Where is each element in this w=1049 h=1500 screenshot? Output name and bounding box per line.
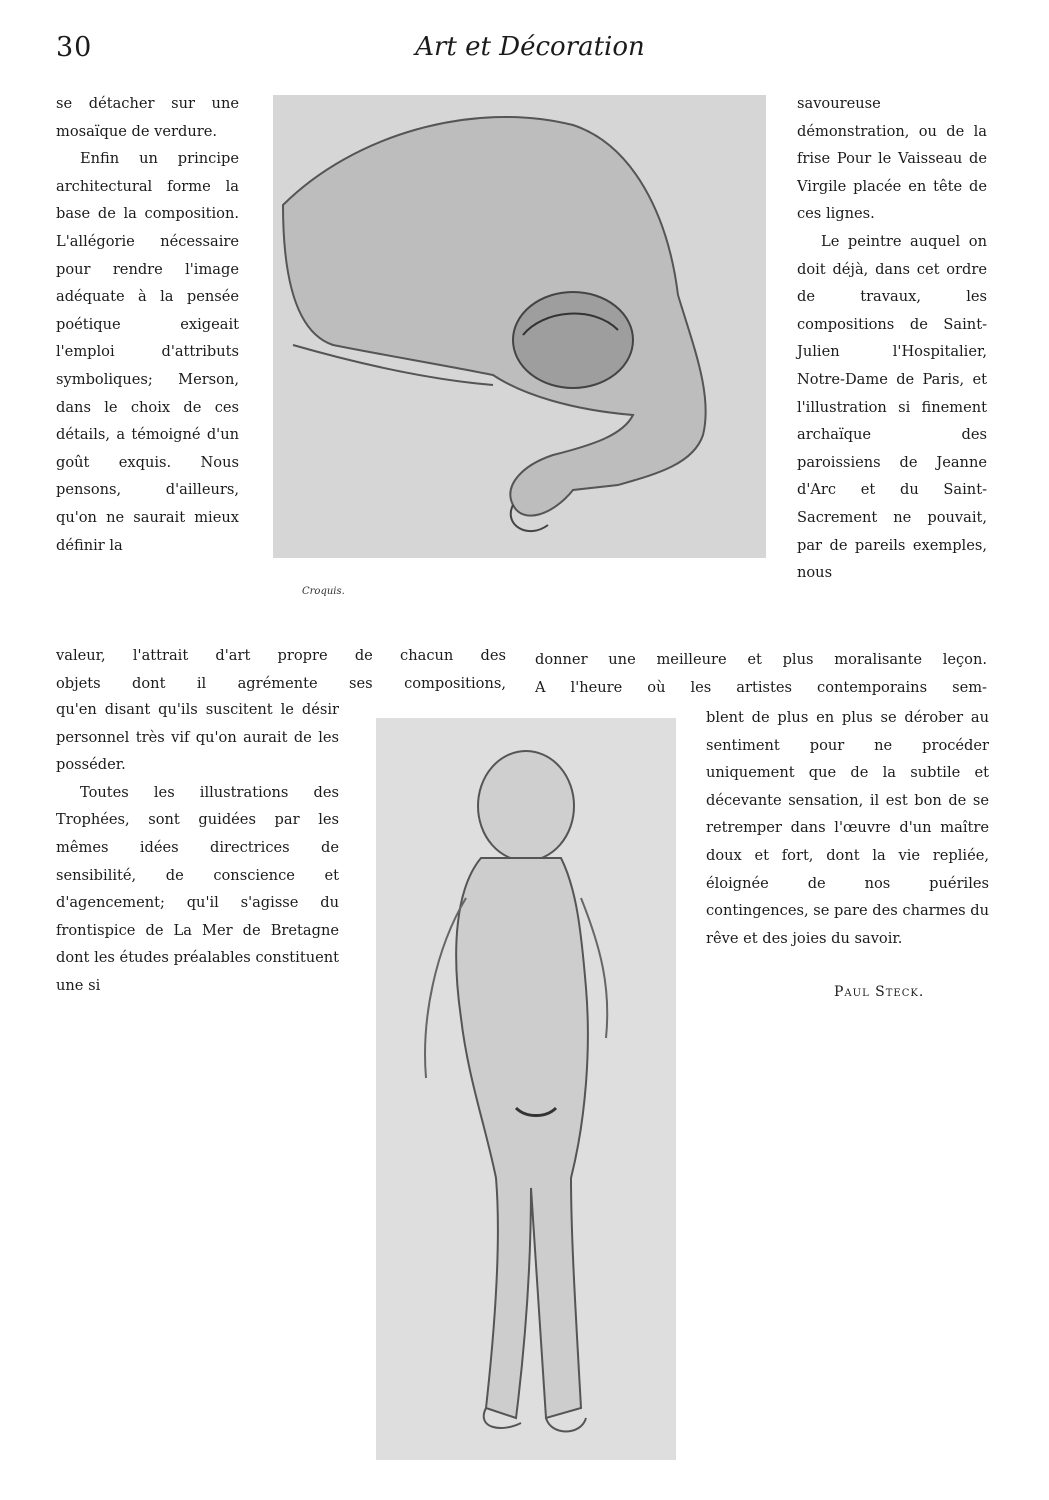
author-signature: Paul Steck.: [834, 984, 925, 1000]
standing-figure-drawing: [376, 718, 676, 1460]
left-column: [56, 90, 239, 559]
wide-lines-left: [56, 642, 506, 697]
page-number: 30: [56, 32, 93, 63]
text-line: A l'heure où les artistes contemporains sem-: [535, 678, 987, 696]
running-title: Art et Décoration: [415, 32, 645, 62]
paragraph: savoureuse démonstration, ou de la frise Pour le Vaisseau de Virgile placée en tête de ces lignes.: [797, 95, 987, 223]
sketch-crouching-figure: [273, 95, 766, 558]
sketch-standing-figure: [376, 718, 676, 1460]
text-line: objets dont il agrémente ses compositions,: [56, 674, 506, 692]
text-line: valeur, l'attrait d'art propre de chacun des: [56, 647, 506, 664]
paragraph: se détacher sur une mosaïque de verdure.: [56, 95, 239, 140]
lower-right-column: [706, 704, 989, 952]
right-column: [797, 90, 987, 587]
wide-lines-right: [535, 646, 987, 701]
paragraph: Toutes les illustrations des Trophées, sont guidées par les mêmes idées directrices de sensibilité, de conscience et d'agencement; qu'il s'agisse du frontispice de La Mer de Bretagne dont les études préalables constituent une si: [56, 783, 339, 994]
paragraph: Le peintre auquel on doit déjà, dans cet ordre de travaux, les compositions de Saint-Julien l'Hospitalier, Notre-Dame de Paris, et l'illustration si finement archaïque des paroissiens de Jeanne d'Arc et du Saint-Sacrement ne pouvait, par de pareils exemples, nous: [797, 232, 987, 582]
figure-caption: Croquis.: [302, 586, 345, 597]
paragraph: Enfin un principe architectural forme la base de la composition. L'allégorie nécessaire pour rendre l'image adéquate à la pensée poétique exigeait l'emploi d'attributs symboliques; Merson, dans le choix de ces détails, a témoigné d'un goût exquis. Nous pensons, d'ailleurs, qu'on ne saurait mieux définir la: [56, 150, 239, 554]
text-line: donner une meilleure et plus moralisante leçon.: [535, 651, 987, 668]
paragraph: blent de plus en plus se dérober au sentiment pour ne procéder uniquement que de la subtile et décevante sensation, il est bon de se retremper dans l'œuvre d'un maître doux et fort, dont la vie repliée, éloignée de nos puériles contingences, se pare des charmes du rêve et des joies du savoir.: [706, 709, 990, 947]
crouching-figure-drawing: [273, 95, 766, 558]
paragraph: qu'en disant qu'ils suscitent le désir personnel très vif qu'on aurait de les posséder.: [56, 701, 339, 774]
lower-left-column: [56, 696, 339, 1000]
